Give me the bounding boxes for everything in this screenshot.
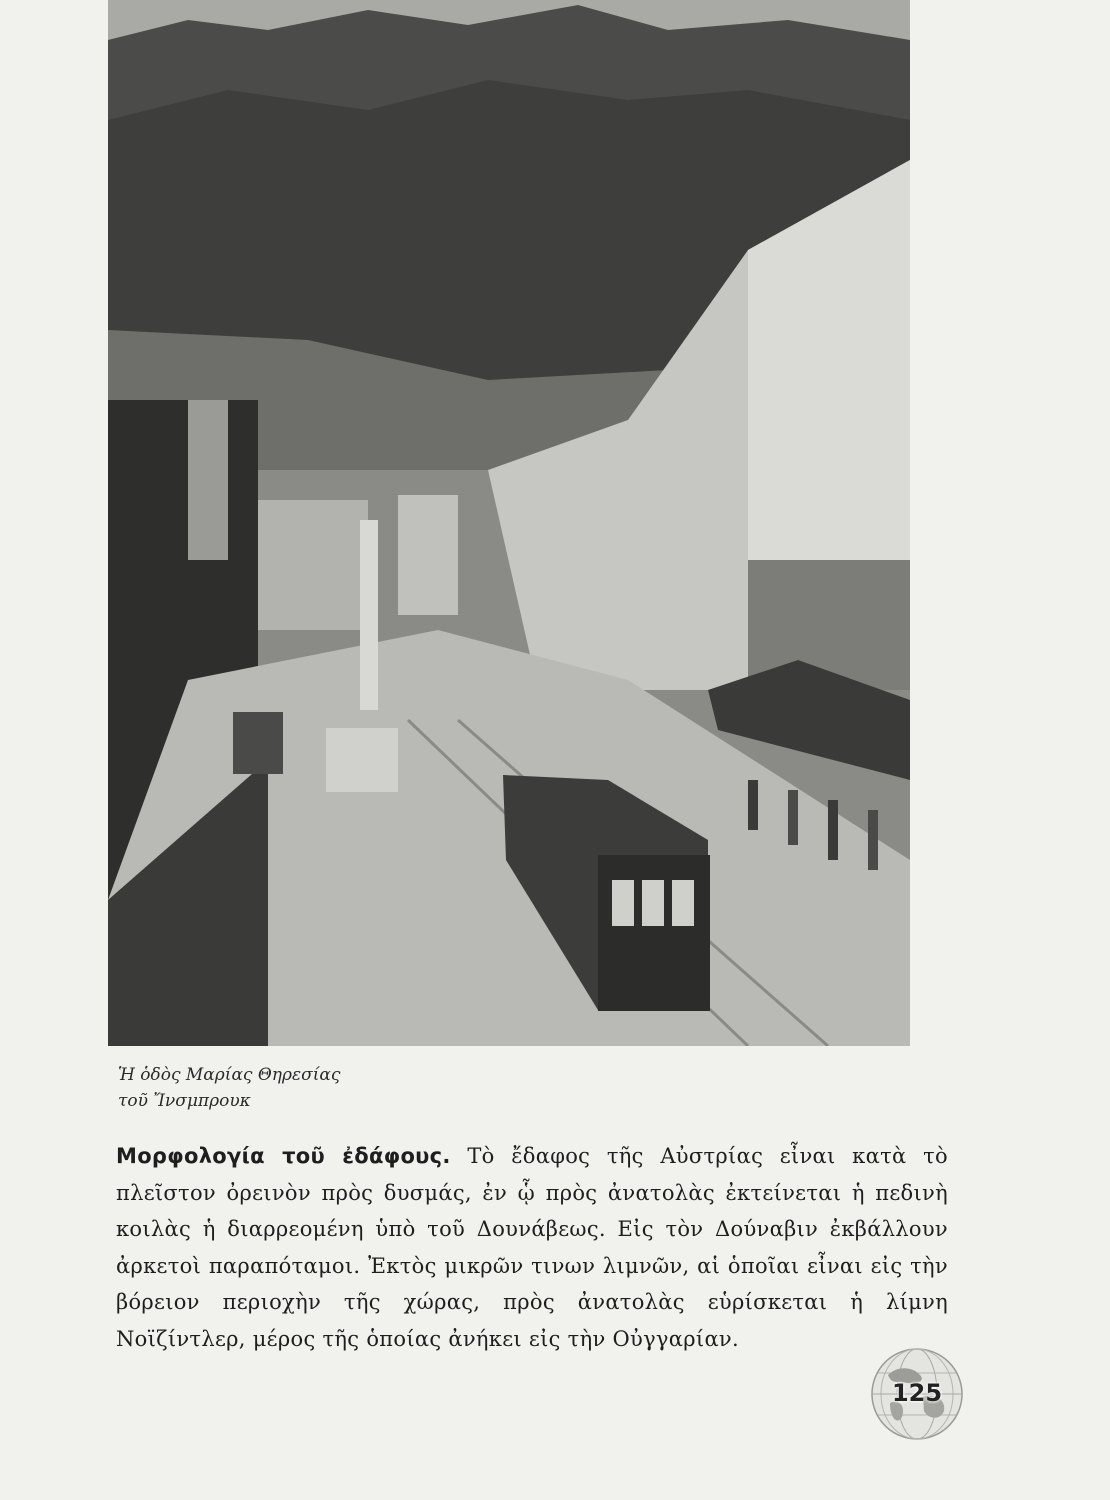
photo-caption [118,1062,518,1114]
street-photo-image [108,0,910,1046]
body-paragraph [116,1138,948,1357]
page-number-badge [868,1345,966,1443]
caption-line-2: τοῦ Ἴνσμπρουκ [118,1091,251,1111]
page-number: 125 [891,1379,943,1407]
street-photo [108,0,910,1046]
caption-line-1: Ἡ ὁδὸς Μαρίας Θηρεσίας [118,1065,341,1085]
section-body: Τὸ ἔδαφος τῆς Αὐστρίας εἶναι κατὰ τὸ πλεῖστον ὀρεινὸν πρὸς δυσμάς, ἐν ᾧ πρὸς ἀνατολὰς ἐκτείνεται ἡ πεδινὴ κοιλὰς ἡ διαρρεομένη ὑπὸ τοῦ Δουνάβεως. Εἰς τὸν Δούναβιν ἐκβάλλουν ἀρκετοὶ παραπόταμοι. Ἐκτὸς μικρῶν τινων λιμνῶν, αἱ ὁποῖαι εἶναι εἰς τὴν βόρειον περιοχὴν τῆς χώρας, πρὸς ἀνατολὰς εὑρίσκεται ἡ λίμνη Νοϊζίντλερ, μέρος τῆς ὁποίας ἀνήκει εἰς τὴν Οὐγγαρίαν. [116,1144,948,1351]
section-heading: Μορφολογία τοῦ ἐδάφους. [116,1144,451,1168]
